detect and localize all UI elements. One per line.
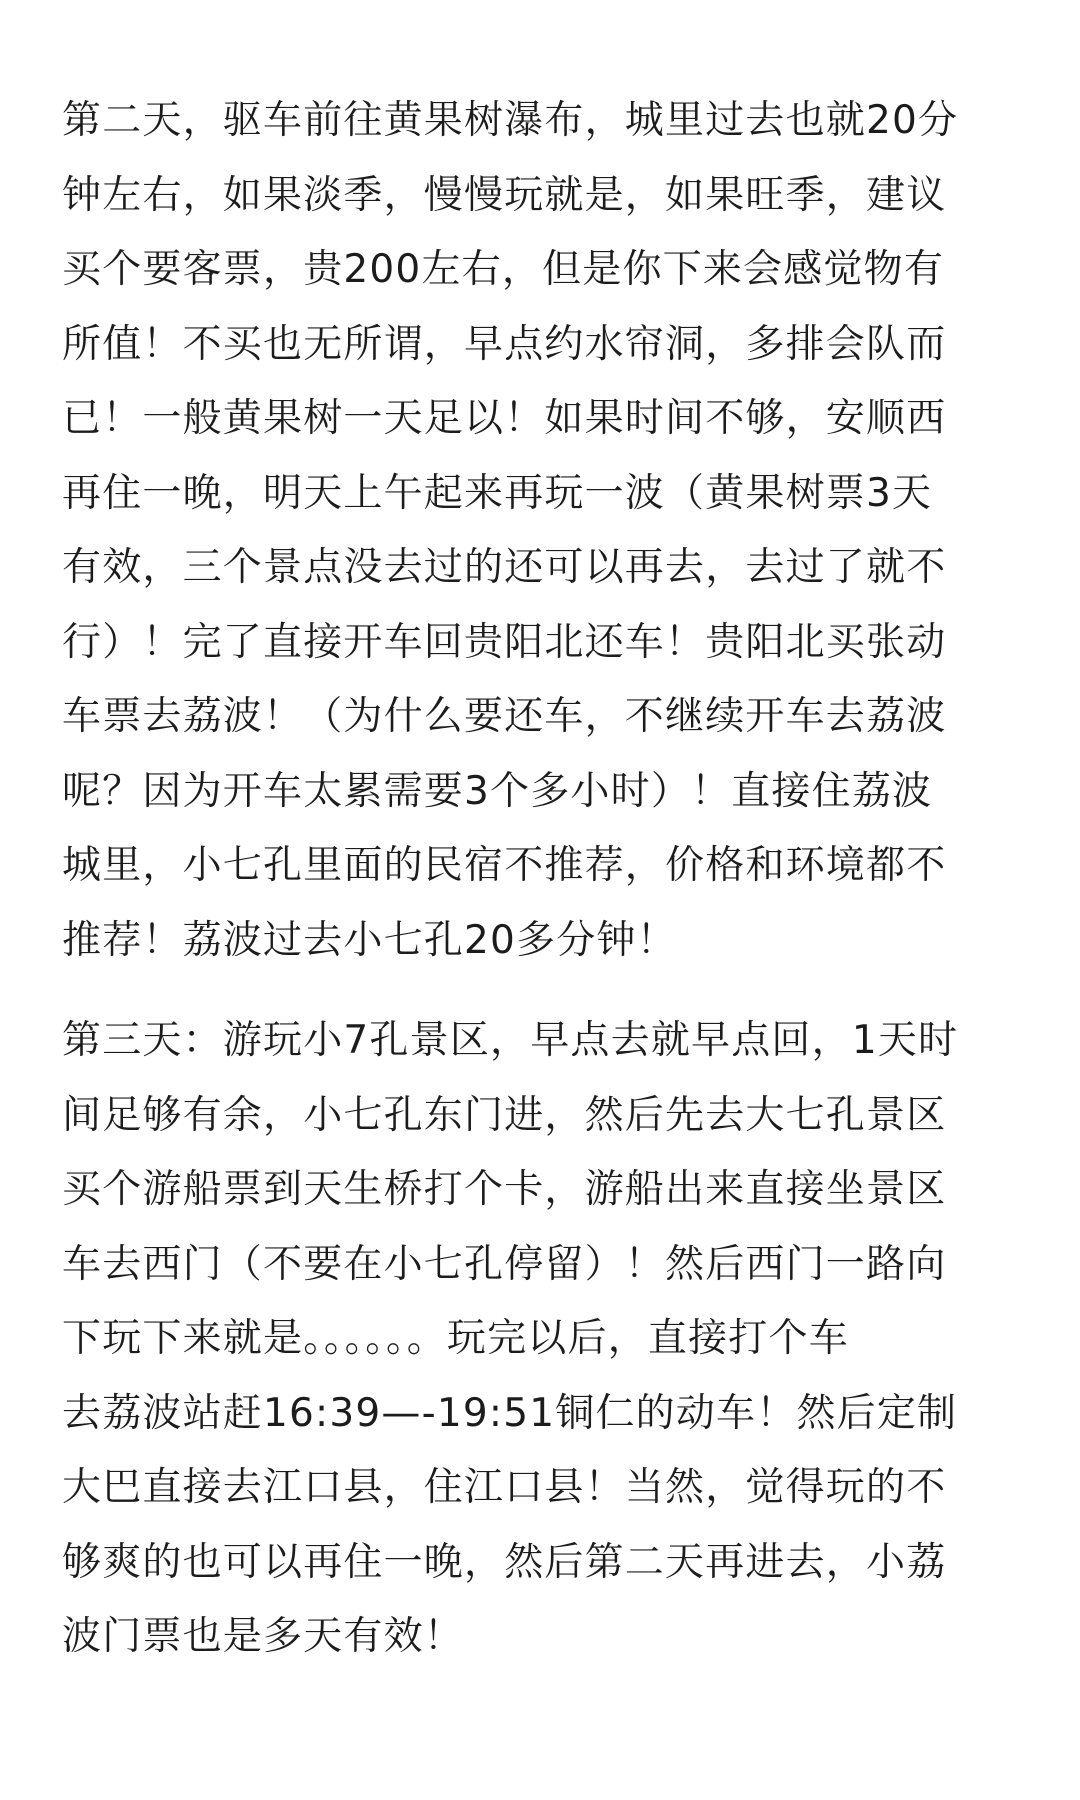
text-line: 波门票也是多天有效！ [62,1614,465,1659]
text-line: 去荔波站赶16:39—-19:51铜仁的动车！然后定制 [62,1390,958,1436]
document-body [62,84,1022,1675]
text-line: 第三天：游玩小7孔景区，早点去就早点回，1天时 [62,1018,959,1063]
text-line: 推荐！荔波过去小七孔20多分钟！ [62,917,677,963]
text-line: 已！一般黄果树一天足以！如果时间不够，安顺西 [62,396,947,441]
text-line: 够爽的也可以再住一晚，然后第二天再进去，小荔 [62,1539,947,1585]
text-line: 城里，小七孔里面的民宿不推荐，价格和环境都不 [62,843,947,888]
paragraph-day-two [62,84,1022,978]
text-line: 买个游船票到天生桥打个卡，游船出来直接坐景区 [62,1167,947,1212]
text-line: 有效，三个景点没去过的还可以再去，去过了就不 [62,545,947,590]
text-line: 车票去荔波！（为什么要还车，不继续开车去荔波 [62,694,947,739]
text-line: 间足够有余，小七孔东门进，然后先去大七孔景区 [62,1092,947,1138]
text-line: 再住一晚，明天上午起来再玩一波（黄果树票3天 [62,470,933,516]
text-line: 车去西门（不要在小七孔停留）！然后西门一路向 [62,1241,947,1287]
text-line: 买个要客票，贵200左右，但是你下来会感觉物有 [62,247,945,292]
text-line: 呢？因为开车太累需要3个多小时）！直接住荔波 [62,768,933,814]
text-line: 所值！不买也无所谓，早点约水帘洞，多排会队而 [62,321,947,367]
text-line: 大巴直接去江口县，住江口县！当然，觉得玩的不 [62,1465,947,1510]
text-line: 钟左右，如果淡季，慢慢玩就是，如果旺季，建议 [62,172,947,218]
text-line: 行）！完了直接开车回贵阳北还车！贵阳北买张动 [62,619,947,665]
text-line: 下玩下来就是。。。。。。玩完以后，直接打个车 [62,1316,849,1361]
paragraph-day-three [62,1004,1022,1675]
text-line: 第二天，驱车前往黄果树瀑布，城里过去也就20分 [62,98,959,143]
